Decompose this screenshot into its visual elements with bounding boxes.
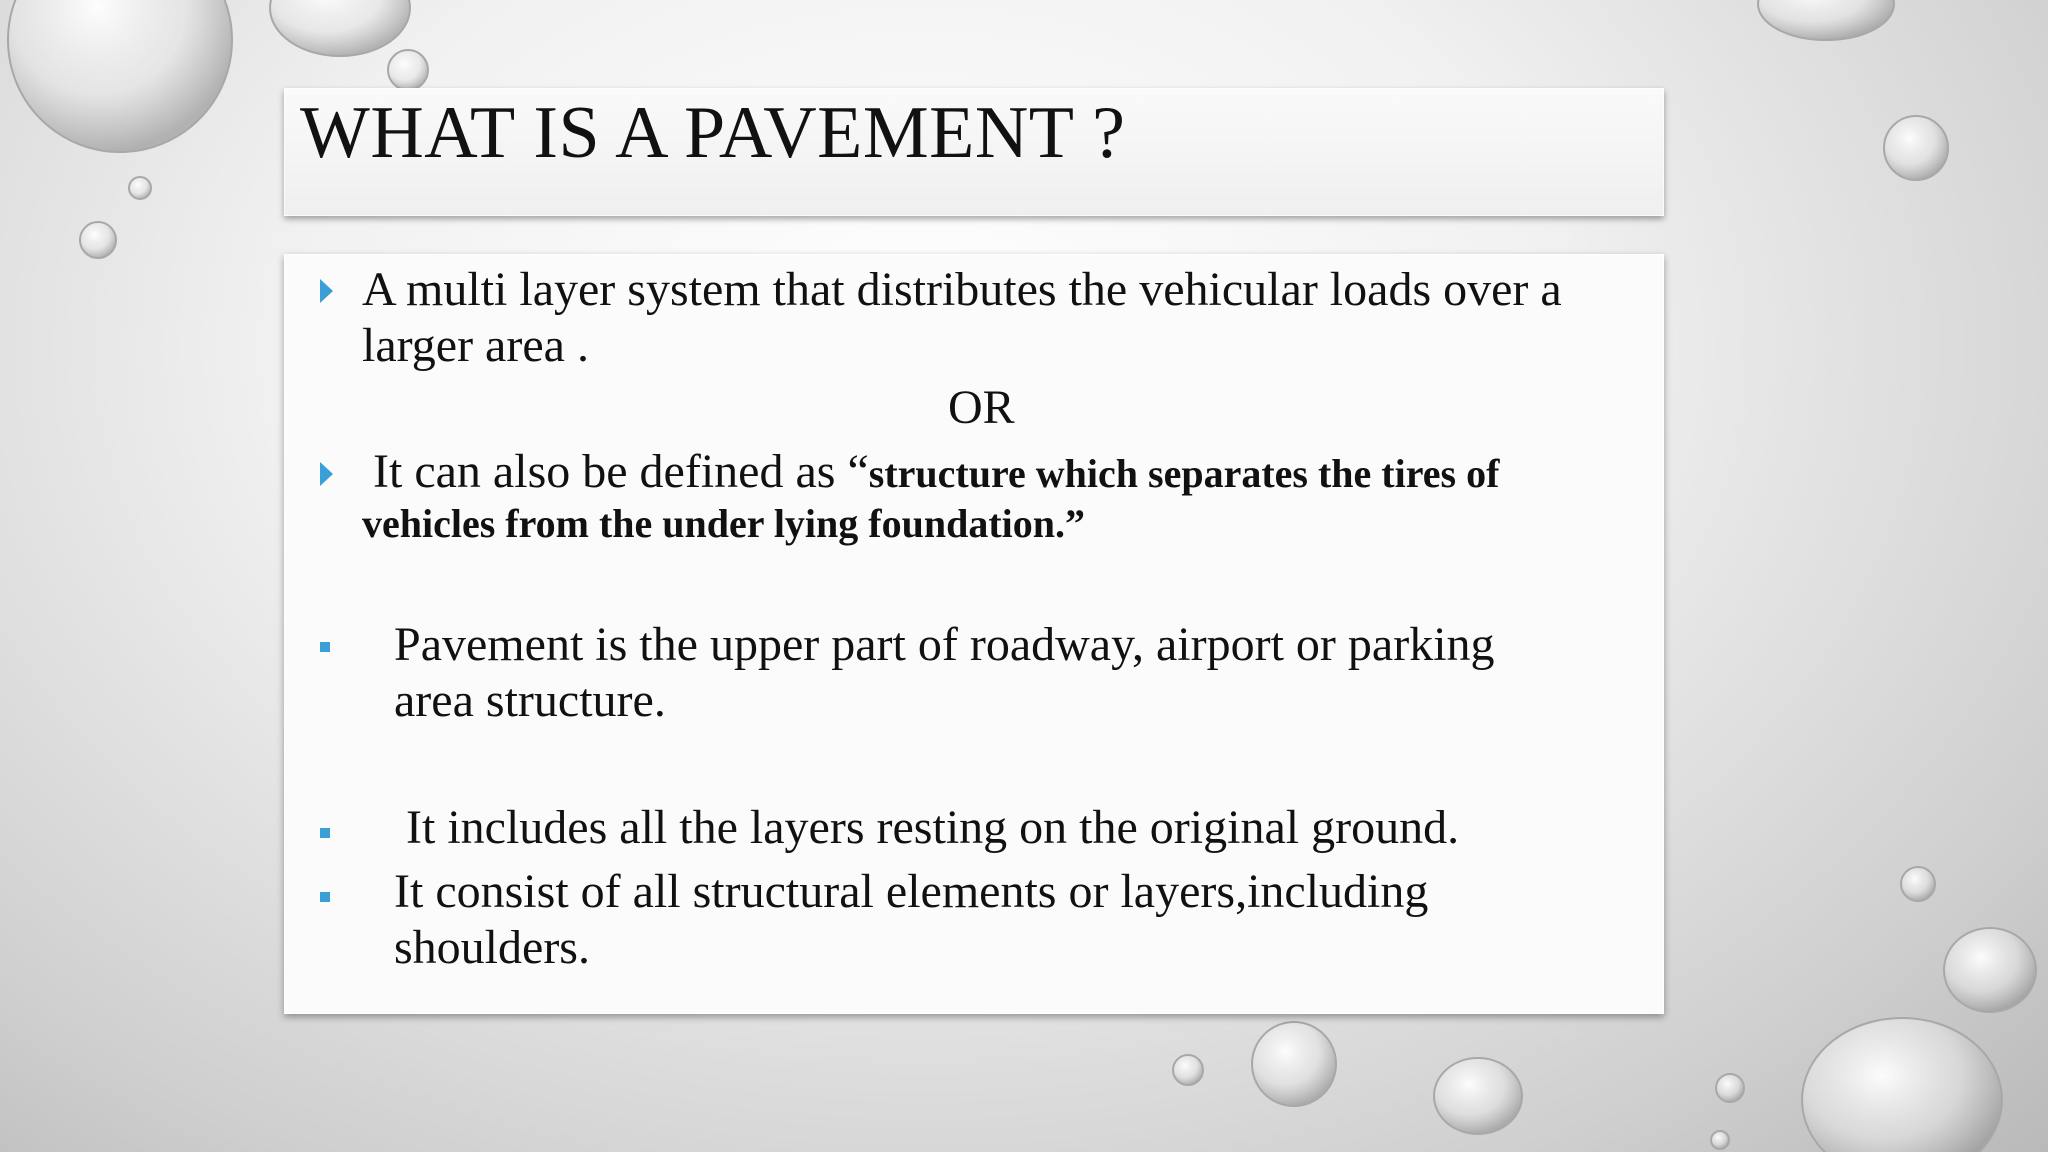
water-drop: [1901, 867, 1935, 901]
triangle-bullet-icon: [320, 279, 333, 303]
water-drop: [1758, 0, 1894, 40]
water-drop: [1716, 1074, 1744, 1102]
water-drop: [1434, 1058, 1522, 1134]
water-drop: [1802, 1018, 2002, 1152]
bullet-2-line-1: [362, 444, 1499, 502]
bullet-5-line-2: shoulders.: [394, 921, 590, 974]
square-bullet-icon: [320, 828, 330, 838]
or-separator: OR: [948, 381, 1015, 434]
bullet-1-line-1: A multi layer system that distributes the vehicular loads over a: [362, 263, 1562, 316]
bullet-3-line-2: area structure.: [394, 674, 666, 727]
water-drop: [1173, 1055, 1203, 1085]
square-bullet-icon: [320, 642, 330, 652]
water-drop: [1252, 1022, 1336, 1106]
bullet-2-bold-2: vehicles from the under lying foundation.”: [362, 501, 1086, 546]
water-drop: [270, 0, 410, 56]
water-drop: [129, 177, 151, 199]
water-drop: [80, 222, 116, 258]
water-drop: [1884, 116, 1948, 180]
bullet-2-bold-1: structure which separates the tires of: [868, 451, 1500, 496]
water-drop: [1944, 928, 2036, 1012]
bullet-3-line-1: Pavement is the upper part of roadway, airport or parking: [394, 618, 1495, 671]
bullet-5-line-1: It consist of all structural elements or layers,including: [394, 865, 1429, 918]
slide-title: WHAT IS A PAVEMENT ?: [300, 92, 1126, 174]
water-drop: [8, 0, 232, 152]
bullet-1-line-2: larger area .: [362, 319, 589, 372]
water-drop: [388, 50, 428, 90]
square-bullet-icon: [320, 892, 330, 902]
bullet-2-intro: It can also be defined as “: [373, 445, 869, 498]
bullet-4-line-1: It includes all the layers resting on the original ground.: [406, 801, 1460, 854]
water-drop: [1711, 1131, 1729, 1149]
triangle-bullet-icon: [320, 462, 333, 486]
